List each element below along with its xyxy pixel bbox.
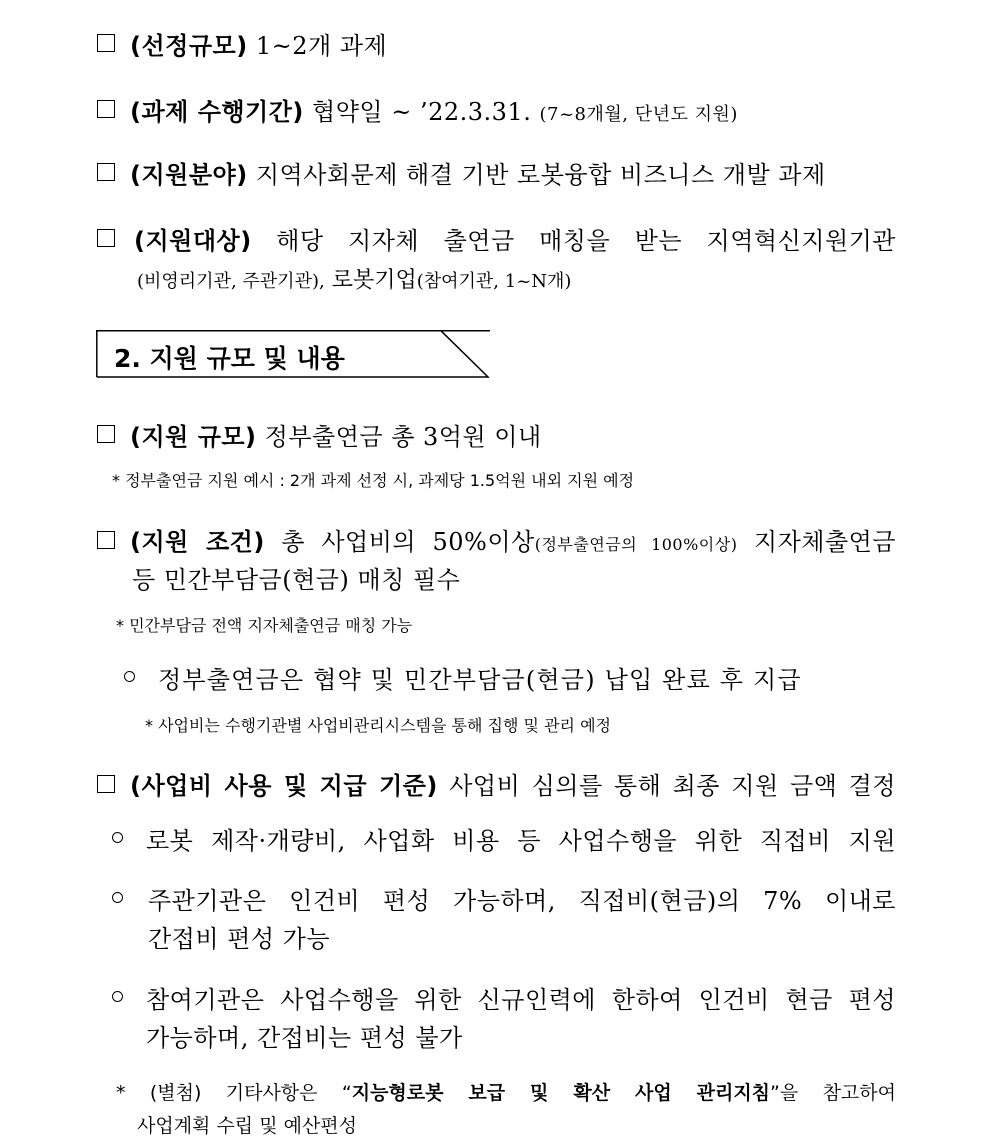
cond-note: * 민간부담금 전액 지자체출연금 매칭 가능 xyxy=(116,616,413,635)
period-header: (과제 수행기간) xyxy=(130,98,304,126)
cond-text-b: 지자체출연금 xyxy=(753,528,896,556)
section-title: 2. 지원 규모 및 내용 xyxy=(114,344,345,373)
circle-bullet-icon xyxy=(112,892,123,903)
period-paren: (7~8개월, 단년도 지원) xyxy=(539,104,738,125)
checkbox-icon xyxy=(97,425,115,443)
scale-text: 1~2개 과제 xyxy=(255,32,388,60)
period-text: 협약일 ~ ’22.3.31. xyxy=(312,98,532,126)
target-line-2 xyxy=(137,263,571,294)
checkbox-icon xyxy=(97,775,115,793)
checkbox-icon xyxy=(97,229,115,247)
budget-line xyxy=(130,766,896,801)
final-note-line-2: 사업계획 수립 및 예산편성 xyxy=(137,1115,358,1137)
support-scale-line xyxy=(130,417,542,452)
target-line xyxy=(134,221,896,256)
support-scale-header: (지원 규모) xyxy=(130,423,257,451)
bullet-2-line-1: 주관기관은 인건비 편성 가능하며, 직접비(현금)의 7% 이내로 xyxy=(148,887,896,915)
target-header: (지원대상) xyxy=(134,227,252,255)
circle-bullet-icon xyxy=(112,832,123,843)
final-note-a: * (별첨) 기타사항은 “ xyxy=(116,1082,352,1104)
budget-text: 사업비 심의를 통해 최종 지원 금액 결정 xyxy=(449,772,896,800)
target-line2a: (비영리기관, 주관기관), xyxy=(137,271,325,292)
field-line xyxy=(130,155,826,190)
target-line2b: 로봇기업 xyxy=(331,268,417,293)
checkbox-icon xyxy=(97,531,115,549)
final-note-bold: 지능형로봇 보급 및 확산 사업 관리지침 xyxy=(351,1082,771,1104)
bullet-1: 로봇 제작·개량비, 사업화 비용 등 사업수행을 위한 직접비 지원 xyxy=(146,827,896,855)
field-text: 지역사회문제 해결 기반 로봇융합 비즈니스 개발 과제 xyxy=(255,161,826,189)
cond-line-2: 등 민간부담금(현금) 매칭 필수 xyxy=(132,566,461,594)
circle-bullet-icon xyxy=(124,671,135,682)
field-header: (지원분야) xyxy=(130,161,248,189)
cond-line xyxy=(130,522,896,557)
target-line2c: (참여기관, 1~N개) xyxy=(416,271,572,292)
cond-bullet-note: * 사업비는 수행기관별 사업비관리시스템을 통해 집행 및 관리 예정 xyxy=(145,716,612,735)
bullet-2-line-2: 간접비 편성 가능 xyxy=(148,925,331,953)
bullet-3-line-1: 참여기관은 사업수행을 위한 신규인력에 한하여 인건비 현금 편성 xyxy=(146,986,896,1014)
cond-bullet: 정부출연금은 협약 및 민간부담금(현금) 납입 완료 후 지급 xyxy=(158,666,802,694)
support-scale-note: * 정부출연금 지원 예시 : 2개 과제 선정 시, 과제당 1.5억원 내외 지원 예정 xyxy=(112,471,635,490)
scale-line xyxy=(130,26,387,61)
checkbox-icon xyxy=(97,100,115,118)
budget-header: (사업비 사용 및 지급 기준) xyxy=(130,772,438,800)
circle-bullet-icon xyxy=(112,991,123,1002)
cond-text-small: (정부출연금의 100%이상) xyxy=(534,535,738,554)
checkbox-icon xyxy=(97,34,115,52)
target-text: 해당 지자체 출연금 매칭을 받는 지역혁신지원기관 xyxy=(276,227,896,255)
scale-header: (선정규모) xyxy=(130,32,248,60)
section-header xyxy=(96,330,490,378)
final-note xyxy=(116,1078,896,1105)
bullet-3-line-2: 가능하며, 간접비는 편성 불가 xyxy=(146,1024,463,1052)
checkbox-icon xyxy=(97,163,115,181)
cond-text-a: 총 사업비의 50%이상 xyxy=(281,528,535,556)
period-line xyxy=(130,92,738,127)
support-scale-text: 정부출연금 총 3억원 이내 xyxy=(264,423,542,451)
final-note-b: ”을 참고하여 xyxy=(770,1082,896,1104)
cond-header: (지원 조건) xyxy=(130,528,265,556)
